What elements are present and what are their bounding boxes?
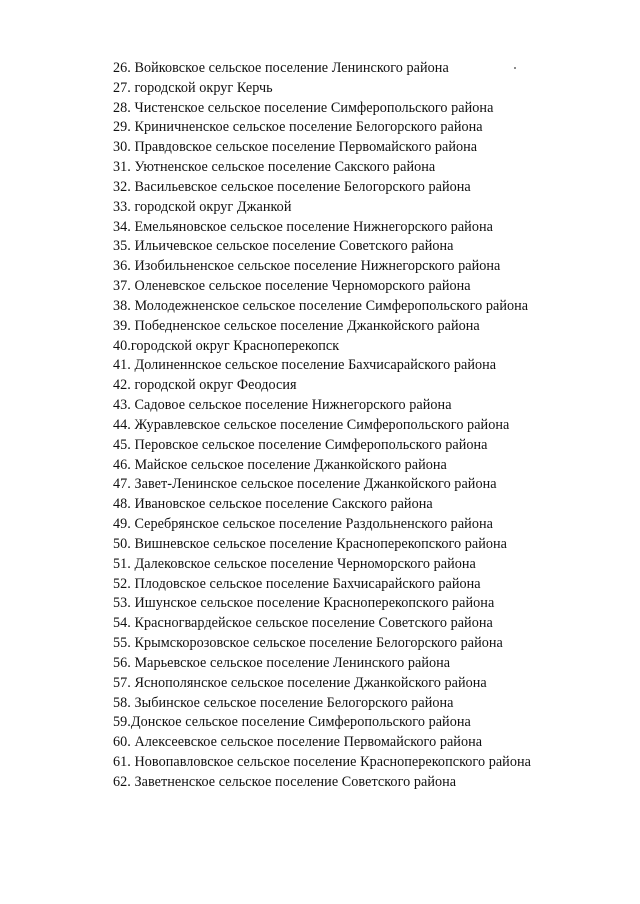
list-item: 44. Журавлевское сельское поселение Симферопольского района [113, 416, 510, 433]
list-item: 29. Криничненское сельское поселение Белогорского района [113, 119, 483, 136]
list-item: 50. Вишневское сельское поселение Красноперекопского района [113, 535, 508, 552]
list-item: 40.городской округ Красноперекопск [113, 337, 340, 354]
list-item: 36. Изобильненское сельское поселение Нижнегорского района [113, 258, 501, 275]
list-item: 48. Ивановское сельское поселение Сакского района [113, 496, 433, 513]
list-item: 43. Садовое сельское поселение Нижнегорского района [113, 397, 452, 414]
list-item: 62. Заветненское сельское поселение Советского района [113, 773, 457, 790]
list-item: 46. Майское сельское поселение Джанкойского района [113, 456, 447, 473]
list-item: 27. городской округ Керчь [113, 79, 273, 96]
list-item: 35. Ильичевское сельское поселение Советского района [113, 238, 454, 255]
list-item: 31. Уютненское сельское поселение Сакского района [113, 159, 436, 176]
list-item: 52. Плодовское сельское поселение Бахчисарайского района [113, 575, 481, 592]
list-item: 34. Емельяновское сельское поселение Нижнегорского района [113, 218, 493, 235]
list-item: 45. Перовское сельское поселение Симферопольского района [113, 436, 488, 453]
list-item: 28. Чистенское сельское поселение Симферопольского района [113, 99, 494, 116]
list-item: 55. Крымскорозовское сельское поселение Белогорского района [113, 635, 503, 652]
list-item: 60. Алексеевское сельское поселение Первомайского района [113, 734, 483, 751]
list-item: 26. Войковское сельское поселение Ленинского района [113, 60, 449, 76]
list-item: 30. Правдовское сельское поселение Первомайского района [113, 139, 478, 156]
list-item: 58. Зыбинское сельское поселение Белогорского района [113, 694, 454, 711]
list-item: 57. Яснополянское сельское поселение Джанкойского района [113, 674, 487, 691]
list-item: 56. Марьевское сельское поселение Ленинского района [113, 654, 451, 671]
list-item: 54. Красногвардейское сельское поселение Советского района [113, 615, 493, 632]
list-item: 59.Донское сельское поселение Симферопольского района [113, 714, 471, 731]
list-item: 37. Оленевское сельское поселение Черноморского района [113, 278, 471, 295]
list-item: 41. Долиненнское сельское поселение Бахчисарайского района [113, 357, 497, 374]
list-item: 38. Молодежненское сельское поселение Симферопольского района [113, 297, 529, 314]
list-item: 61. Новопавловское сельское поселение Красноперекопского района [113, 753, 531, 770]
list-item: 51. Далековское сельское поселение Черноморского района [113, 555, 476, 572]
list-item: 53. Ишунское сельское поселение Красноперекопского района [113, 595, 495, 612]
list-item: 49. Серебрянское сельское поселение Раздольненского района [113, 516, 493, 533]
list-item: 39. Победненское сельское поселение Джанкойского района [113, 317, 480, 334]
settlement-list [113, 59, 531, 793]
list-item: 47. Завет-Ленинское сельское поселение Джанкойского района [113, 476, 497, 493]
list-item: 32. Васильевское сельское поселение Белогорского района [113, 178, 471, 195]
list-item: 42. городской округ Феодосия [113, 377, 297, 394]
list-item: 33. городской округ Джанкой [113, 198, 292, 215]
